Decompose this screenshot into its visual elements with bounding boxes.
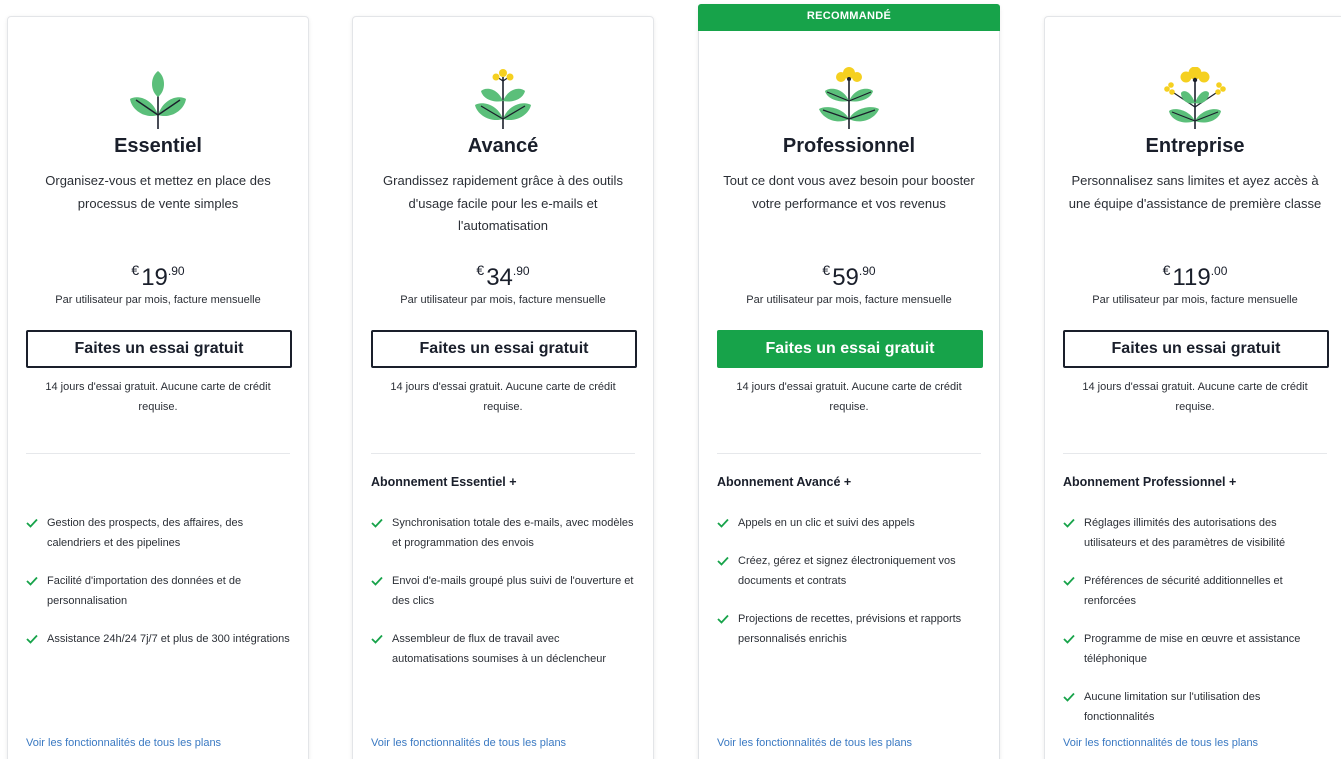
- all-features-link[interactable]: Voir les fonctionnalités de tous les plans: [371, 737, 567, 749]
- check-icon: [1063, 518, 1075, 528]
- divider: [1063, 453, 1327, 454]
- price-note: Par utilisateur par mois, facture mensuelle: [746, 294, 952, 306]
- feature-text: Assembleur de flux de travail avec automatisations soumises à un déclencheur: [392, 633, 607, 665]
- feature-item: [1063, 629, 1331, 669]
- plan-price: [353, 262, 653, 292]
- feature-item: [26, 571, 294, 611]
- plan-description: Personnalisez sans limites et ayez accès à une équipe d'assistance de première classe: [1068, 173, 1322, 211]
- check-icon: [717, 614, 729, 624]
- plan-name: Professionnel: [782, 135, 916, 157]
- price-cents: .00: [1210, 264, 1228, 278]
- price-main: 34: [486, 264, 513, 291]
- recommended-badge: RECOMMANDÉ: [698, 4, 1000, 31]
- feature-text: Aucune limitation sur l'utilisation des fonctionnalités: [1084, 691, 1261, 723]
- check-icon: [26, 634, 38, 644]
- all-features-link[interactable]: Voir les fonctionnalités de tous les plans: [26, 737, 222, 749]
- free-trial-button[interactable]: Faites un essai gratuit: [371, 330, 637, 368]
- feature-text: Projections de recettes, prévisions et rapports personnalisés enrichis: [738, 613, 962, 645]
- price-note: Par utilisateur par mois, facture mensuelle: [55, 294, 261, 306]
- check-icon: [26, 518, 38, 528]
- plant-flower-icon: [817, 67, 881, 131]
- plant-bud-icon: [471, 67, 535, 131]
- feature-list: [371, 513, 639, 687]
- plan-name: Entreprise: [1145, 135, 1245, 157]
- price-main: 119: [1172, 264, 1211, 291]
- feature-item: [371, 629, 639, 669]
- feature-item: [717, 551, 985, 591]
- plan-price: [8, 262, 308, 292]
- divider: [371, 453, 635, 454]
- feature-list: [26, 513, 294, 667]
- price-note: Par utilisateur par mois, facture mensuelle: [400, 294, 606, 306]
- price-cents: .90: [858, 264, 876, 278]
- price-currency: €: [131, 262, 140, 278]
- plan-price: [1045, 262, 1341, 292]
- trial-note: 14 jours d'essai gratuit. Aucune carte de crédit requise.: [736, 381, 962, 413]
- plan-name: Essentiel: [114, 135, 202, 157]
- plant-sprout-icon: [126, 67, 190, 131]
- feature-item: [717, 609, 985, 649]
- divider: [26, 453, 290, 454]
- plan-card-avance: [352, 16, 654, 759]
- feature-item: [1063, 513, 1331, 553]
- check-icon: [371, 518, 383, 528]
- plan-card-essentiel: [7, 16, 309, 759]
- plan-includes-heading: Abonnement Essentiel +: [371, 475, 517, 489]
- price-currency: €: [1162, 262, 1171, 278]
- feature-item: [371, 513, 639, 553]
- price-note: Par utilisateur par mois, facture mensuelle: [1092, 294, 1298, 306]
- feature-list: [717, 513, 985, 667]
- free-trial-button[interactable]: Faites un essai gratuit: [717, 330, 983, 368]
- feature-text: Synchronisation totale des e-mails, avec modèles et programmation des envois: [392, 517, 634, 549]
- feature-text: Facilité d'importation des données et de personnalisation: [47, 575, 242, 607]
- plan-description: Tout ce dont vous avez besoin pour booster votre performance et vos revenus: [723, 173, 975, 211]
- price-cents: .90: [512, 264, 530, 278]
- trial-note: 14 jours d'essai gratuit. Aucune carte de crédit requise.: [1082, 381, 1308, 413]
- feature-text: Envoi d'e-mails groupé plus suivi de l'ouverture et des clics: [392, 575, 634, 607]
- price-main: 19: [141, 264, 168, 291]
- check-icon: [1063, 576, 1075, 586]
- feature-text: Créez, gérez et signez électroniquement vos documents et contrats: [738, 555, 956, 587]
- feature-text: Assistance 24h/24 7j/7 et plus de 300 intégrations: [47, 633, 290, 645]
- price-cents: .90: [167, 264, 185, 278]
- feature-list: [1063, 513, 1331, 745]
- feature-text: Réglages illimités des autorisations des utilisateurs et des paramètres de visibilité: [1084, 517, 1286, 549]
- feature-item: [1063, 571, 1331, 611]
- check-icon: [371, 634, 383, 644]
- check-icon: [371, 576, 383, 586]
- all-features-link[interactable]: Voir les fonctionnalités de tous les plans: [717, 737, 913, 749]
- trial-note: 14 jours d'essai gratuit. Aucune carte de crédit requise.: [390, 381, 616, 413]
- divider: [717, 453, 981, 454]
- feature-text: Gestion des prospects, des affaires, des calendriers et des pipelines: [47, 517, 244, 549]
- price-currency: €: [822, 262, 831, 278]
- check-icon: [26, 576, 38, 586]
- check-icon: [1063, 634, 1075, 644]
- feature-text: Appels en un clic et suivi des appels: [738, 517, 915, 529]
- feature-item: [371, 571, 639, 611]
- feature-item: [26, 629, 294, 649]
- plan-card-entreprise: [1044, 16, 1341, 759]
- free-trial-button[interactable]: Faites un essai gratuit: [26, 330, 292, 368]
- plan-description: Grandissez rapidement grâce à des outils d'usage facile pour les e-mails et l'automatisation: [383, 173, 623, 233]
- plant-bloom-icon: [1163, 67, 1227, 131]
- plan-includes-heading: Abonnement Professionnel +: [1063, 475, 1237, 489]
- trial-note: 14 jours d'essai gratuit. Aucune carte de crédit requise.: [45, 381, 271, 413]
- feature-text: Programme de mise en œuvre et assistance téléphonique: [1084, 633, 1301, 665]
- free-trial-button[interactable]: Faites un essai gratuit: [1063, 330, 1329, 368]
- check-icon: [717, 518, 729, 528]
- plan-card-professionnel: [698, 4, 1000, 759]
- all-features-link[interactable]: Voir les fonctionnalités de tous les plans: [1063, 737, 1259, 749]
- plan-name: Avancé: [467, 135, 539, 157]
- price-currency: €: [476, 262, 485, 278]
- check-icon: [1063, 692, 1075, 702]
- plan-includes-heading: Abonnement Avancé +: [717, 475, 852, 489]
- plan-description: Organisez-vous et mettez en place des processus de vente simples: [45, 173, 271, 211]
- check-icon: [717, 556, 729, 566]
- feature-text: Préférences de sécurité additionnelles et renforcées: [1084, 575, 1283, 607]
- plan-price: [699, 262, 999, 292]
- feature-item: [26, 513, 294, 553]
- feature-item: [717, 513, 985, 533]
- feature-item: [1063, 687, 1331, 727]
- price-main: 59: [832, 264, 859, 291]
